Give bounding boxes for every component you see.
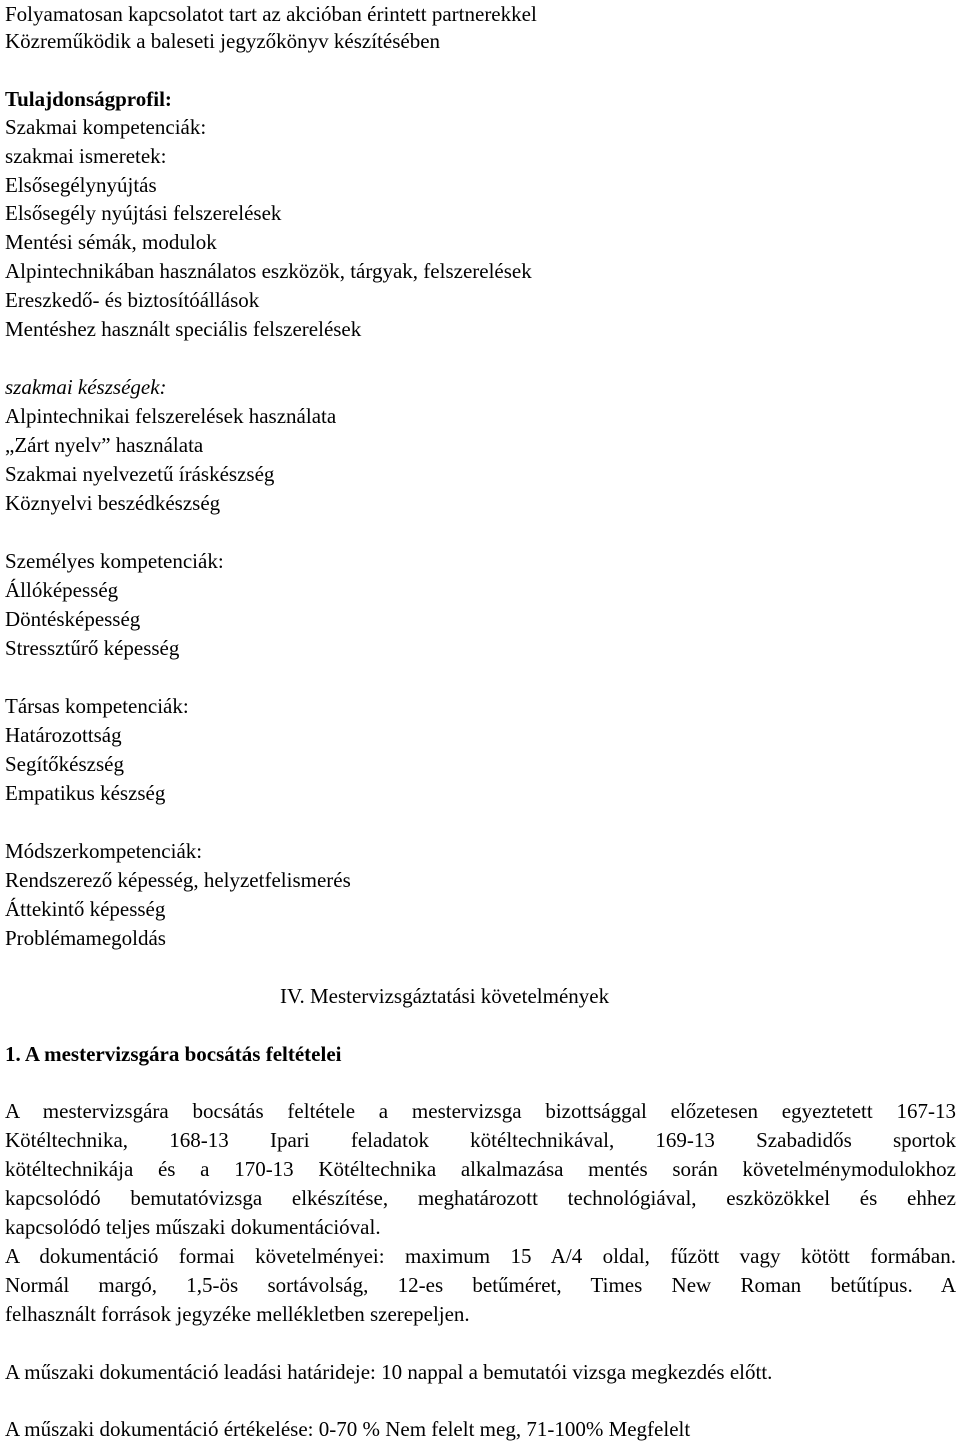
social-item: Segítőkészség <box>5 752 124 776</box>
knowledge-item: Mentéshez használt speciális felszerelések <box>5 317 362 341</box>
paragraph-line: A mestervizsgára bocsátás feltétele a mestervizsga bizottsággal előzetesen egyeztetett 167-13 <box>5 1099 956 1123</box>
paragraph-documentation-format <box>5 1242 956 1329</box>
paragraph-line: felhasznált források jegyzéke mellékletben szerepeljen. <box>5 1302 470 1326</box>
method-item: Problémamegoldás <box>5 926 166 950</box>
social-item: Határozottság <box>5 723 122 747</box>
intro-line-1: Folyamatosan kapcsolatot tart az akcióban érintett partnerekkel <box>5 2 537 26</box>
paragraph-line: kötéltechnikája és a 170-13 Kötéltechnika alkalmazása mentés során követelménymodulokhoz <box>5 1157 956 1181</box>
knowledge-item: Elsősegélynyújtás <box>5 173 157 197</box>
method-item: Áttekintő képesség <box>5 897 166 921</box>
skills-item: „Zárt nyelv” használata <box>5 433 204 457</box>
knowledge-item: Alpintechnikában használatos eszközök, tárgyak, felszerelések <box>5 259 532 283</box>
skills-item: Alpintechnikai felszerelések használata <box>5 404 337 428</box>
paragraph-line: A dokumentáció formai követelményei: maximum 15 A/4 oldal, fűzött vagy kötött formában. <box>5 1244 956 1268</box>
personal-item: Döntésképesség <box>5 607 141 631</box>
knowledge-item: Elsősegély nyújtási felszerelések <box>5 201 282 225</box>
knowledge-item: Mentési sémák, modulok <box>5 230 217 254</box>
paragraph-line: Kötéltechnika, 168-13 Ipari feladatok kötéltechnikával, 169-13 Szabadidős sportok <box>5 1128 956 1152</box>
social-competencies-heading: Társas kompetenciák: <box>5 694 189 718</box>
paragraph-evaluation: A műszaki dokumentáció értékelése: 0-70 % Nem felelt meg, 71-100% Megfelelt <box>5 1417 691 1441</box>
intro-line-2: Közreműködik a baleseti jegyzőkönyv készítésében <box>5 29 441 53</box>
section-title: IV. Mestervizsgáztatási követelmények <box>280 984 610 1008</box>
paragraph-line: kapcsolódó bemutatóvizsga elkészítése, meghatározott technológiával, eszközökkel és ehhez <box>5 1186 956 1210</box>
knowledge-heading: szakmai ismeretek: <box>5 144 167 168</box>
professional-competencies-heading: Szakmai kompetenciák: <box>5 115 207 139</box>
skills-item: Köznyelvi beszédkészség <box>5 491 221 515</box>
paragraph-line: kapcsolódó teljes műszaki dokumentációval. <box>5 1215 381 1239</box>
personal-item: Stressztűrő képesség <box>5 636 180 660</box>
subsection-title: 1. A mestervizsgára bocsátás feltételei <box>5 1042 342 1066</box>
skills-item: Szakmai nyelvezetű íráskészség <box>5 462 275 486</box>
personal-item: Állóképesség <box>5 578 119 602</box>
knowledge-item: Ereszkedő- és biztosítóállások <box>5 288 260 312</box>
paragraph-deadline: A műszaki dokumentáció leadási határideje: 10 nappal a bemutatói vizsga megkezdés előtt. <box>5 1360 773 1384</box>
method-item: Rendszerező képesség, helyzetfelismerés <box>5 868 351 892</box>
paragraph-line: Normál margó, 1,5-ös sortávolság, 12-es betűméret, Times New Roman betűtípus. A <box>5 1273 956 1297</box>
personal-competencies-heading: Személyes kompetenciák: <box>5 549 224 573</box>
skills-heading: szakmai készségek: <box>5 375 167 399</box>
method-competencies-heading: Módszerkompetenciák: <box>5 839 203 863</box>
social-item: Empatikus készség <box>5 781 166 805</box>
profile-title: Tulajdonságprofil: <box>5 87 172 111</box>
paragraph-admission-conditions <box>5 1097 956 1242</box>
